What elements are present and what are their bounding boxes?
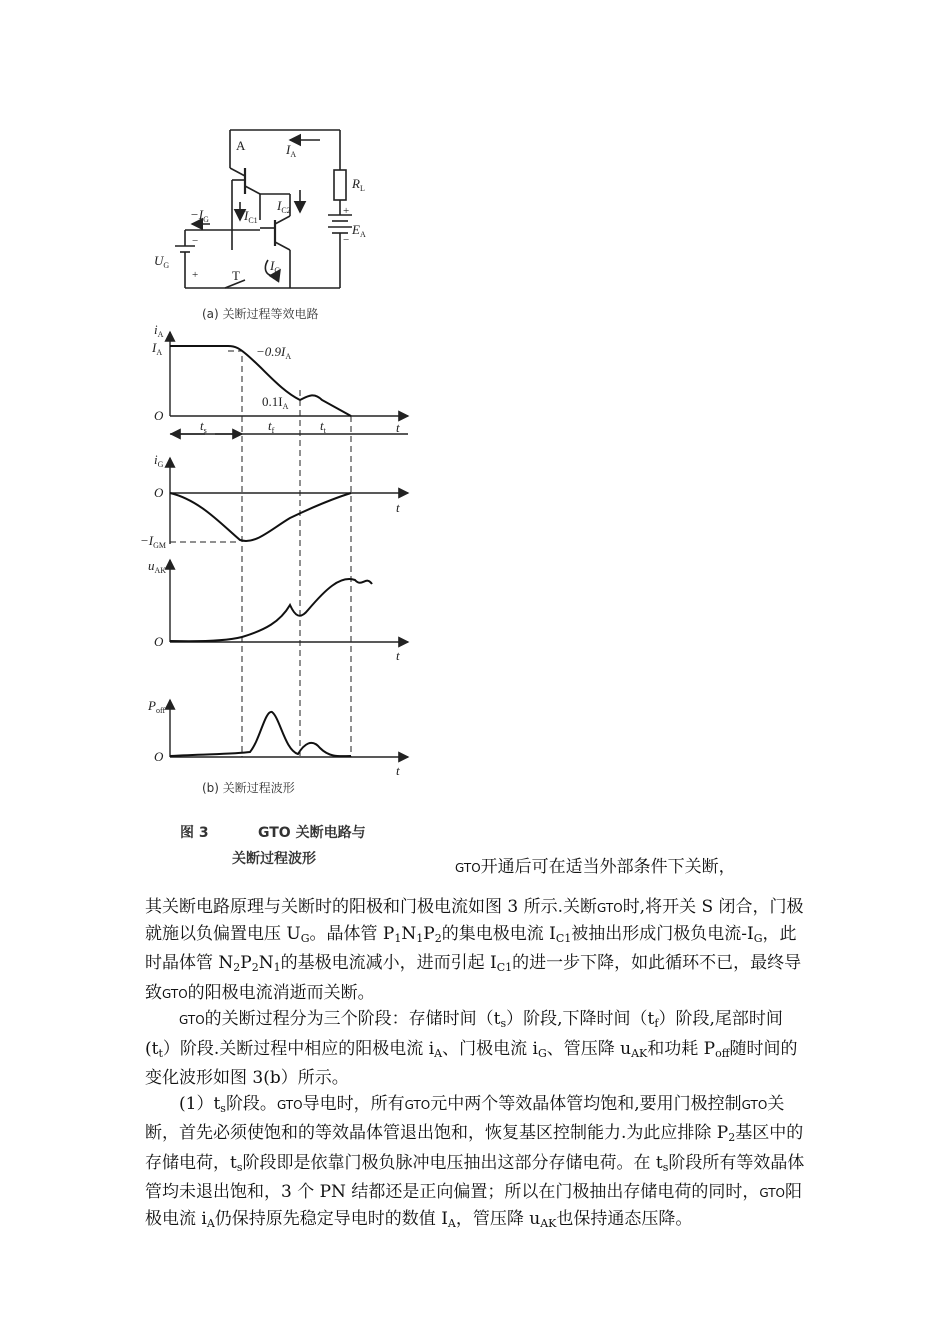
p3-text-b: 阶段。	[225, 1093, 277, 1114]
p3-gto-3: GTO	[741, 1097, 768, 1112]
p3-sub-i: A	[206, 1216, 215, 1230]
ninety-percent-label	[256, 344, 291, 361]
ea-label	[351, 222, 366, 239]
ia-label	[285, 142, 296, 159]
ug-minus: −	[192, 235, 199, 247]
p1-text-e: 被抽出形成门极负电流-I	[571, 923, 754, 944]
paragraph-1	[145, 895, 807, 1007]
ic2-label-sub: C2	[281, 206, 291, 215]
paragraph-2	[145, 1007, 807, 1092]
gto-figure-svg	[140, 120, 440, 880]
paragraph-3	[145, 1092, 807, 1237]
p2-sub-c: t	[158, 1046, 163, 1060]
ten-percent-label-text: 0.1I	[262, 394, 283, 409]
intro-line	[455, 852, 736, 877]
uak-curve	[170, 579, 372, 641]
ug-plus: +	[192, 269, 199, 281]
ig-origin-label: O	[154, 485, 164, 500]
p3-sub-g: s	[662, 1160, 669, 1174]
uak-t-label: t	[396, 648, 400, 663]
p2-text-a: 的关断过程分为三个阶段：存储时间（t	[204, 1009, 501, 1029]
neg-ig-label-sub: G	[203, 215, 209, 224]
ug-label-sub: G	[163, 261, 170, 270]
caption-b: (b) 关断过程波形	[202, 781, 295, 795]
ia-t-label: t	[396, 420, 400, 435]
ea-minus: −	[343, 234, 350, 246]
p1-sub-f3: 2	[251, 961, 259, 974]
p2-text-h: 随时间的变化波形如图 3(b）所示。	[145, 1038, 798, 1088]
ea-label-text: E	[352, 222, 360, 237]
ic2-label-text: I	[277, 198, 282, 213]
p1-sub-e: G	[753, 931, 763, 945]
p1-sub-g: C1	[496, 961, 513, 974]
p2-sub-f: AK	[631, 1046, 648, 1060]
p2-text-d: ）阶段.关断过程中相应的阳极电流 i	[162, 1038, 435, 1059]
ia-level-label	[151, 340, 162, 357]
tt-label	[320, 418, 327, 435]
ninety-percent-label-text: −0.9I	[256, 344, 286, 359]
anode-label: A	[236, 138, 246, 153]
p2-sub-b: f	[654, 1017, 659, 1030]
tt-label-text: t	[320, 418, 324, 433]
gto-figure	[140, 120, 440, 880]
poff-curve	[170, 712, 351, 756]
p3-text-j: 仍保持原先稳定导电时的数值 I	[214, 1208, 448, 1229]
poff-axis-label	[147, 698, 165, 715]
p3-text-l: 也保持通态压降。	[556, 1208, 693, 1229]
ia-axis-label	[154, 322, 164, 339]
p3-text-c: 导电时，所有	[302, 1093, 405, 1114]
p1-text-d: 的集电极电流 I	[441, 923, 556, 944]
ig-axis-label-text: i	[154, 452, 158, 467]
tf-label-sub: f	[271, 426, 275, 435]
rl-label	[351, 176, 365, 193]
p3-sub-f: s	[236, 1160, 243, 1174]
ia-axis-label-text: i	[154, 322, 158, 337]
p1-sub-b: G	[300, 931, 310, 945]
ten-percent-label-sub: A	[282, 402, 289, 411]
igm-label-text: −I	[140, 533, 154, 548]
p3-sub-k: AK	[540, 1216, 557, 1230]
p1-text-c: 。晶体管 P	[309, 923, 395, 944]
p1-text-c4: P	[423, 923, 435, 944]
p1-sub-c5: 2	[434, 931, 442, 945]
ia-level-label-sub: A	[156, 348, 163, 357]
ea-plus: +	[343, 205, 350, 217]
tt-label-sub: t	[323, 426, 326, 435]
p1-text-f2: P	[240, 953, 252, 973]
poff-t-label: t	[396, 763, 400, 778]
p2-sub-e: G	[537, 1046, 547, 1060]
p3-text-a: (1）t	[179, 1093, 221, 1114]
ic1-label	[243, 208, 258, 225]
uak-axis-label-sub: AK	[154, 566, 167, 575]
intro-gto: GTO	[455, 861, 481, 875]
rl-label-text: R	[352, 176, 360, 191]
p1-gto-2: GTO	[162, 986, 188, 1001]
igm-label	[140, 533, 166, 550]
ia-label-sub: A	[290, 150, 297, 159]
ig-t-label: t	[396, 500, 400, 515]
p3-gto-2: GTO	[404, 1097, 431, 1112]
p1-text-h: 的进一步下降，如此循环不已，最终导致	[145, 953, 802, 1003]
p3-text-e: 关断，首先必须使饱和的等效晶体管退出饱和，恢复基区控制能力.为此应排除 P	[145, 1093, 785, 1143]
waveform-axes	[170, 332, 408, 757]
uak-axis-label	[148, 558, 166, 575]
neg-ig-label	[190, 207, 209, 224]
neg-ig-label-text: −I	[190, 207, 204, 222]
p1-text-i: 的阳极电流消逝而关断。	[187, 982, 375, 1003]
waveform-guides	[170, 351, 351, 757]
p3-text-f: 基区中的存储电荷，t	[145, 1123, 804, 1173]
ts-label-sub: s	[203, 426, 207, 435]
ia-axis-label-sub: A	[157, 330, 164, 339]
poff-origin-label: O	[154, 749, 164, 764]
p2-text-c: ）阶段,尾部时间(t	[145, 1009, 783, 1059]
p3-gto-1: GTO	[276, 1097, 303, 1112]
load-resistor	[334, 170, 346, 200]
ig-curve	[170, 493, 351, 541]
ic2-label	[276, 198, 291, 215]
p3-sub-a: s	[220, 1101, 226, 1115]
ts-label-text: t	[200, 418, 204, 433]
p1-sub-d: C1	[555, 931, 572, 945]
p1-sub-c3: 1	[416, 931, 424, 945]
ig-axis-label	[154, 452, 164, 469]
poff-axis-label-text: P	[148, 698, 156, 713]
ten-percent-label	[262, 394, 289, 411]
p2-text-g: 和功耗 P	[647, 1038, 716, 1059]
p2-sub-g: off	[715, 1046, 730, 1060]
uak-origin-label: O	[154, 634, 164, 649]
p2-sub-a: s	[500, 1017, 507, 1030]
ia-label-text: I	[286, 142, 291, 157]
p2-sub-d: A	[434, 1046, 443, 1060]
ig-label-sub: G	[274, 266, 281, 275]
p3-text-g: 阶段即是依靠门极负脉冲电压抽出这部分存储电荷。在 t	[242, 1152, 663, 1173]
p2-text-e: 、门极电流 i	[442, 1038, 538, 1059]
ig-label	[269, 258, 280, 275]
ia-level-label-text: I	[152, 340, 157, 355]
ninety-percent-label-sub: A	[285, 352, 292, 361]
p1-sub-c1: 1	[394, 931, 402, 945]
waveform-labels	[140, 322, 400, 778]
uak-axis-label-text: u	[148, 558, 155, 573]
p1-text-c2: N	[401, 923, 417, 944]
p3-text-d: 元中两个等效晶体管均饱和,要用门极控制	[430, 1093, 742, 1114]
p2-gto: GTO	[179, 1013, 205, 1027]
body-text	[145, 895, 807, 1236]
ig-label-text: I	[270, 258, 275, 273]
intro-text: 开通后可在适当外部条件下关断，	[480, 857, 736, 877]
ea-label-sub: A	[359, 230, 366, 239]
poff-axis-label-sub: off	[155, 706, 166, 715]
igm-label-sub: GM	[153, 541, 166, 550]
tf-label-text: t	[268, 418, 272, 433]
ia-origin-label: O	[154, 408, 164, 423]
p3-text-h: 阶段所有等效晶体管均未退出饱和，3 个 PN 结都还是正向偏置；所以在门极抽出存储电荷的同时，	[145, 1152, 805, 1202]
p1-sub-f5: 1	[273, 961, 281, 974]
ug-label-text: U	[154, 253, 164, 268]
ig-axis-label-sub: G	[157, 460, 164, 469]
p3-sub-e: 2	[728, 1131, 736, 1144]
ic1-label-sub: C1	[248, 216, 258, 225]
ic1-label-text: I	[244, 208, 249, 223]
p1-text-g: 的基极电流减小，进而引起 I	[280, 953, 497, 973]
p1-sub-f1: 2	[233, 961, 241, 974]
p3-text-i: 阳极电流 i	[145, 1182, 802, 1229]
p3-gto-4: GTO	[759, 1186, 785, 1200]
tf-label	[268, 418, 275, 435]
switch-label: T	[232, 268, 240, 283]
figure-title-line-1: GTO 关断电路与	[258, 825, 366, 841]
ug-label	[154, 253, 169, 270]
p1-gto-1: GTO	[597, 901, 623, 915]
figure-title-line-2: 关断过程波形	[232, 851, 316, 867]
p1-text-a: 其关断电路原理与关断时的阳极和门极电流如图 3 所示.关断	[145, 897, 598, 917]
ts-label	[200, 418, 207, 435]
p1-text-f: ，此时晶体管 N	[145, 923, 797, 973]
p1-text-b: 时,将开关 S 闭合，门极就施以负偏置电压 U	[145, 897, 804, 944]
p2-text-b: ）阶段,下降时间（t	[506, 1009, 655, 1029]
figure-number: 图 3	[180, 825, 209, 841]
p3-sub-j: A	[447, 1216, 456, 1230]
rl-label-sub: L	[359, 184, 365, 193]
p3-text-k: ，管压降 u	[455, 1208, 541, 1229]
p2-text-f: 、管压降 u	[546, 1038, 632, 1059]
caption-a: (a) 关断过程等效电路	[202, 307, 319, 321]
p1-text-f4: N	[258, 953, 274, 973]
